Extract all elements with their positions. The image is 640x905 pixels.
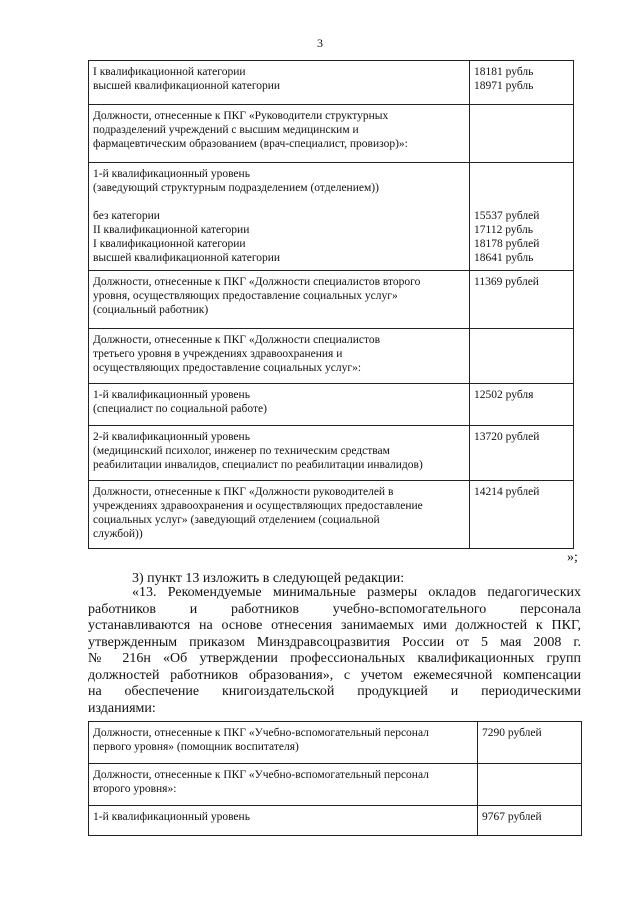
salary-cell: [470, 329, 574, 384]
paragraph-line: изданиями:: [88, 700, 156, 716]
table-row: [89, 105, 574, 163]
paragraph-line: № 216н «Об утверждении профессиональных квалификационных групп: [88, 651, 581, 666]
spacer: [93, 195, 465, 209]
salary-cell: [470, 481, 574, 549]
spacer: [474, 181, 569, 195]
spacer: [474, 167, 569, 181]
position-line: второго уровня»:: [93, 783, 177, 795]
position-cell: [89, 105, 470, 163]
table-row: [89, 722, 582, 764]
position-line: третьего уровня в учреждениях здравоохранения и: [93, 348, 343, 360]
salary-value: 18641 рубль: [474, 252, 534, 264]
position-line: (специалист по социальной работе): [93, 403, 267, 415]
position-line: 1-й квалификационный уровень: [93, 811, 250, 823]
position-line: I квалификационной категории: [93, 66, 246, 78]
paragraph-line: устанавливаются на основе отнесения занимаемых ими должностей к ПКГ,: [88, 618, 581, 633]
paragraph-line: на обеспечение книгоиздательской продукцией и периодическими: [88, 684, 581, 699]
salary-value: 13720 рублей: [474, 431, 540, 443]
position-line: (медицинский психолог, инженер по техническим средствам: [93, 445, 390, 457]
position-cell: [89, 806, 478, 836]
table-row: [89, 384, 574, 426]
category-line: без категории: [93, 210, 160, 222]
salary-cell: [470, 426, 574, 481]
position-line: высшей квалификационной категории: [93, 80, 281, 92]
position-line: Должности, отнесенные к ПКГ «Должности специалистов: [93, 334, 381, 346]
salary-cell: [470, 105, 574, 163]
salary-value: 14214 рублей: [474, 486, 540, 498]
position-cell: [89, 271, 470, 329]
salary-value: 12502 рубля: [474, 389, 534, 401]
closing-quote-mark: »;: [567, 550, 578, 565]
position-line: Должности, отнесенные к ПКГ «Должности специалистов второго: [93, 276, 421, 288]
position-line: подразделений учреждений с высшим медицинским и: [93, 124, 359, 136]
amendment-paragraph-13: [88, 585, 581, 717]
paragraph-line: утвержденным приказом Минздравсоцразвития России от 5 мая 2008 г.: [88, 634, 581, 650]
salary-value: 17112 рубль: [474, 224, 533, 236]
position-cell: [89, 61, 470, 105]
table-row: [89, 481, 574, 549]
position-line: первого уровня» (помощник воспитателя): [93, 741, 299, 753]
salary-cell: [470, 271, 574, 329]
salary-cell: [478, 722, 582, 764]
spacer: [474, 195, 569, 209]
salary-table-bottom: [88, 721, 582, 836]
category-line: I квалификационной категории: [93, 238, 246, 250]
position-cell: [89, 426, 470, 481]
salary-value: 7290 рублей: [482, 727, 542, 739]
position-line: Должности, отнесенные к ПКГ «Должности руководителей в: [93, 486, 394, 498]
position-line: реабилитации инвалидов, специалист по реабилитации инвалидов): [93, 459, 423, 471]
salary-cell: [470, 61, 574, 105]
position-line: осуществляющих предоставление социальных услуг»:: [93, 362, 362, 374]
position-line: уровня, осуществляющих предоставление социальных услуг»: [93, 290, 398, 302]
position-line: Должности, отнесенные к ПКГ «Руководители структурных: [93, 110, 389, 122]
page-number: 3: [317, 36, 323, 50]
paragraph-line: работников и работников учебно-вспомогательного персонала: [88, 601, 581, 617]
position-cell: [89, 481, 470, 549]
position-line: Должности, отнесенные к ПКГ «Учебно-вспомогательный персонал: [93, 769, 429, 781]
position-line: учреждениях здравоохранения и осуществляющих предоставление: [93, 500, 423, 512]
salary-table-top: [88, 60, 574, 549]
salary-value: 18971 рубль: [474, 80, 534, 92]
position-line: Должности, отнесенные к ПКГ «Учебно-вспомогательный персонал: [93, 727, 429, 739]
table-row: [89, 61, 574, 105]
salary-value: 18178 рублей: [474, 238, 540, 250]
salary-cell: [478, 764, 582, 806]
salary-value: 9767 рублей: [482, 811, 542, 823]
amendment-item-3: 3) пункт 13 изложить в следующей редакции:: [132, 571, 405, 586]
position-cell: [89, 722, 478, 764]
position-line: социальных услуг» (заведующий отделением (социальной: [93, 514, 380, 526]
salary-cell: [470, 163, 574, 271]
position-line: службой)): [93, 528, 143, 540]
salary-value: 18181 рубль: [474, 66, 534, 78]
salary-cell: [478, 806, 582, 836]
position-line: (социальный работник): [93, 304, 209, 316]
paragraph-line: «13. Рекомендуемые минимальные размеры окладов педагогических: [132, 585, 581, 600]
position-line: фармацевтическим образованием (врач-специалист, провизор)»:: [93, 138, 408, 150]
position-cell: [89, 329, 470, 384]
salary-value: 15537 рублей: [474, 210, 540, 222]
salary-cell: [470, 384, 574, 426]
position-cell: [89, 764, 478, 806]
table-row: [89, 329, 574, 384]
table-row: [89, 426, 574, 481]
category-line: II квалификационной категории: [93, 224, 250, 236]
table-row: [89, 806, 582, 836]
salary-value: 11369 рублей: [474, 276, 539, 288]
paragraph-line: должностей работников образования», с учетом ежемесячной компенсации: [88, 667, 581, 683]
position-line: 1-й квалификационный уровень: [93, 168, 250, 180]
position-line: 2-й квалификационный уровень: [93, 431, 250, 443]
position-line: (заведующий структурным подразделением (отделением)): [93, 182, 379, 194]
position-line: 1-й квалификационный уровень: [93, 389, 250, 401]
position-cell: [89, 163, 470, 271]
table-row: [89, 764, 582, 806]
position-cell: [89, 384, 470, 426]
table-row: [89, 163, 574, 271]
category-line: высшей квалификационной категории: [93, 252, 281, 264]
table-row: [89, 271, 574, 329]
